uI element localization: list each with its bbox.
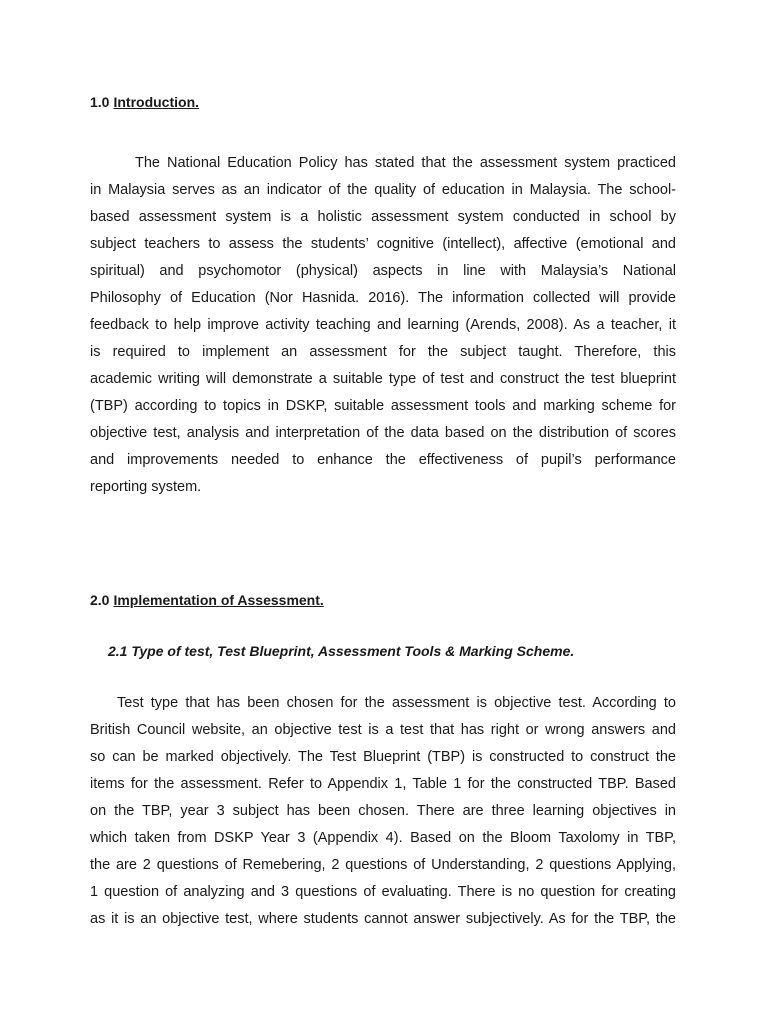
paragraph-line: (TBP) according to topics in DSKP, suitable assessment tools and marking scheme for: [90, 398, 676, 414]
section-2-heading: [90, 590, 324, 610]
paragraph-line: so can be marked objectively. The Test Blueprint (TBP) is constructed to construct the: [90, 749, 676, 765]
paragraph-line: is required to implement an assessment for the subject taught. Therefore, this: [90, 344, 676, 360]
paragraph-line: reporting system.: [90, 479, 202, 495]
paragraph-line: in Malaysia serves as an indicator of the quality of education in Malaysia. The school-: [90, 182, 676, 198]
paragraph-line: and improvements needed to enhance the effectiveness of pupil’s performance: [90, 452, 676, 468]
paragraph-line: objective test, analysis and interpretation of the data based on the distribution of scores: [90, 425, 676, 441]
subsection-2-1-heading: 2.1 Type of test, Test Blueprint, Assessment Tools & Marking Scheme.: [108, 643, 575, 659]
paragraph-line: as it is an objective test, where students cannot answer subjectively. As for the TBP, the: [90, 911, 676, 927]
section-1-title: Introduction.: [113, 94, 200, 110]
paragraph-line: British Council website, an objective test is a test that has right or wrong answers and: [90, 722, 676, 738]
paragraph-line: on the TBP, year 3 subject has been chosen. There are three learning objectives in: [90, 803, 676, 819]
paragraph-line: which taken from DSKP Year 3 (Appendix 4). Based on the Bloom Taxolomy in TBP,: [90, 830, 676, 846]
paragraph-line: Philosophy of Education (Nor Hasnida. 2016). The information collected will provide: [90, 290, 676, 306]
paragraph-line: subject teachers to assess the students’ cognitive (intellect), affective (emotional and: [90, 236, 676, 252]
section-1-number: 1.0: [90, 94, 110, 110]
paragraph-line: 1 question of analyzing and 3 questions of evaluating. There is no question for creating: [90, 884, 676, 900]
paragraph-line: Test type that has been chosen for the assessment is objective test. According to: [117, 695, 676, 711]
paragraph-line: spiritual) and psychomotor (physical) aspects in line with Malaysia’s National: [90, 263, 676, 279]
paragraph-line: based assessment system is a holistic assessment system conducted in school by: [90, 209, 676, 225]
section-2-title: Implementation of Assessment.: [113, 592, 324, 608]
paragraph-line: feedback to help improve activity teaching and learning (Arends, 2008). As a teacher, it: [90, 317, 676, 333]
paragraph-line: academic writing will demonstrate a suitable type of test and construct the test blueprint: [90, 371, 676, 387]
section-2-number: 2.0: [90, 592, 110, 608]
paragraph-line: items for the assessment. Refer to Appendix 1, Table 1 for the constructed TBP. Based: [90, 776, 676, 792]
paragraph-line: the are 2 questions of Remebering, 2 questions of Understanding, 2 questions Applying,: [90, 857, 676, 873]
introduction-paragraph: [90, 150, 676, 501]
paragraph-line: The National Education Policy has stated that the assessment system practiced: [135, 155, 676, 171]
section-1-heading: [90, 92, 199, 112]
test-type-paragraph: [90, 690, 676, 933]
